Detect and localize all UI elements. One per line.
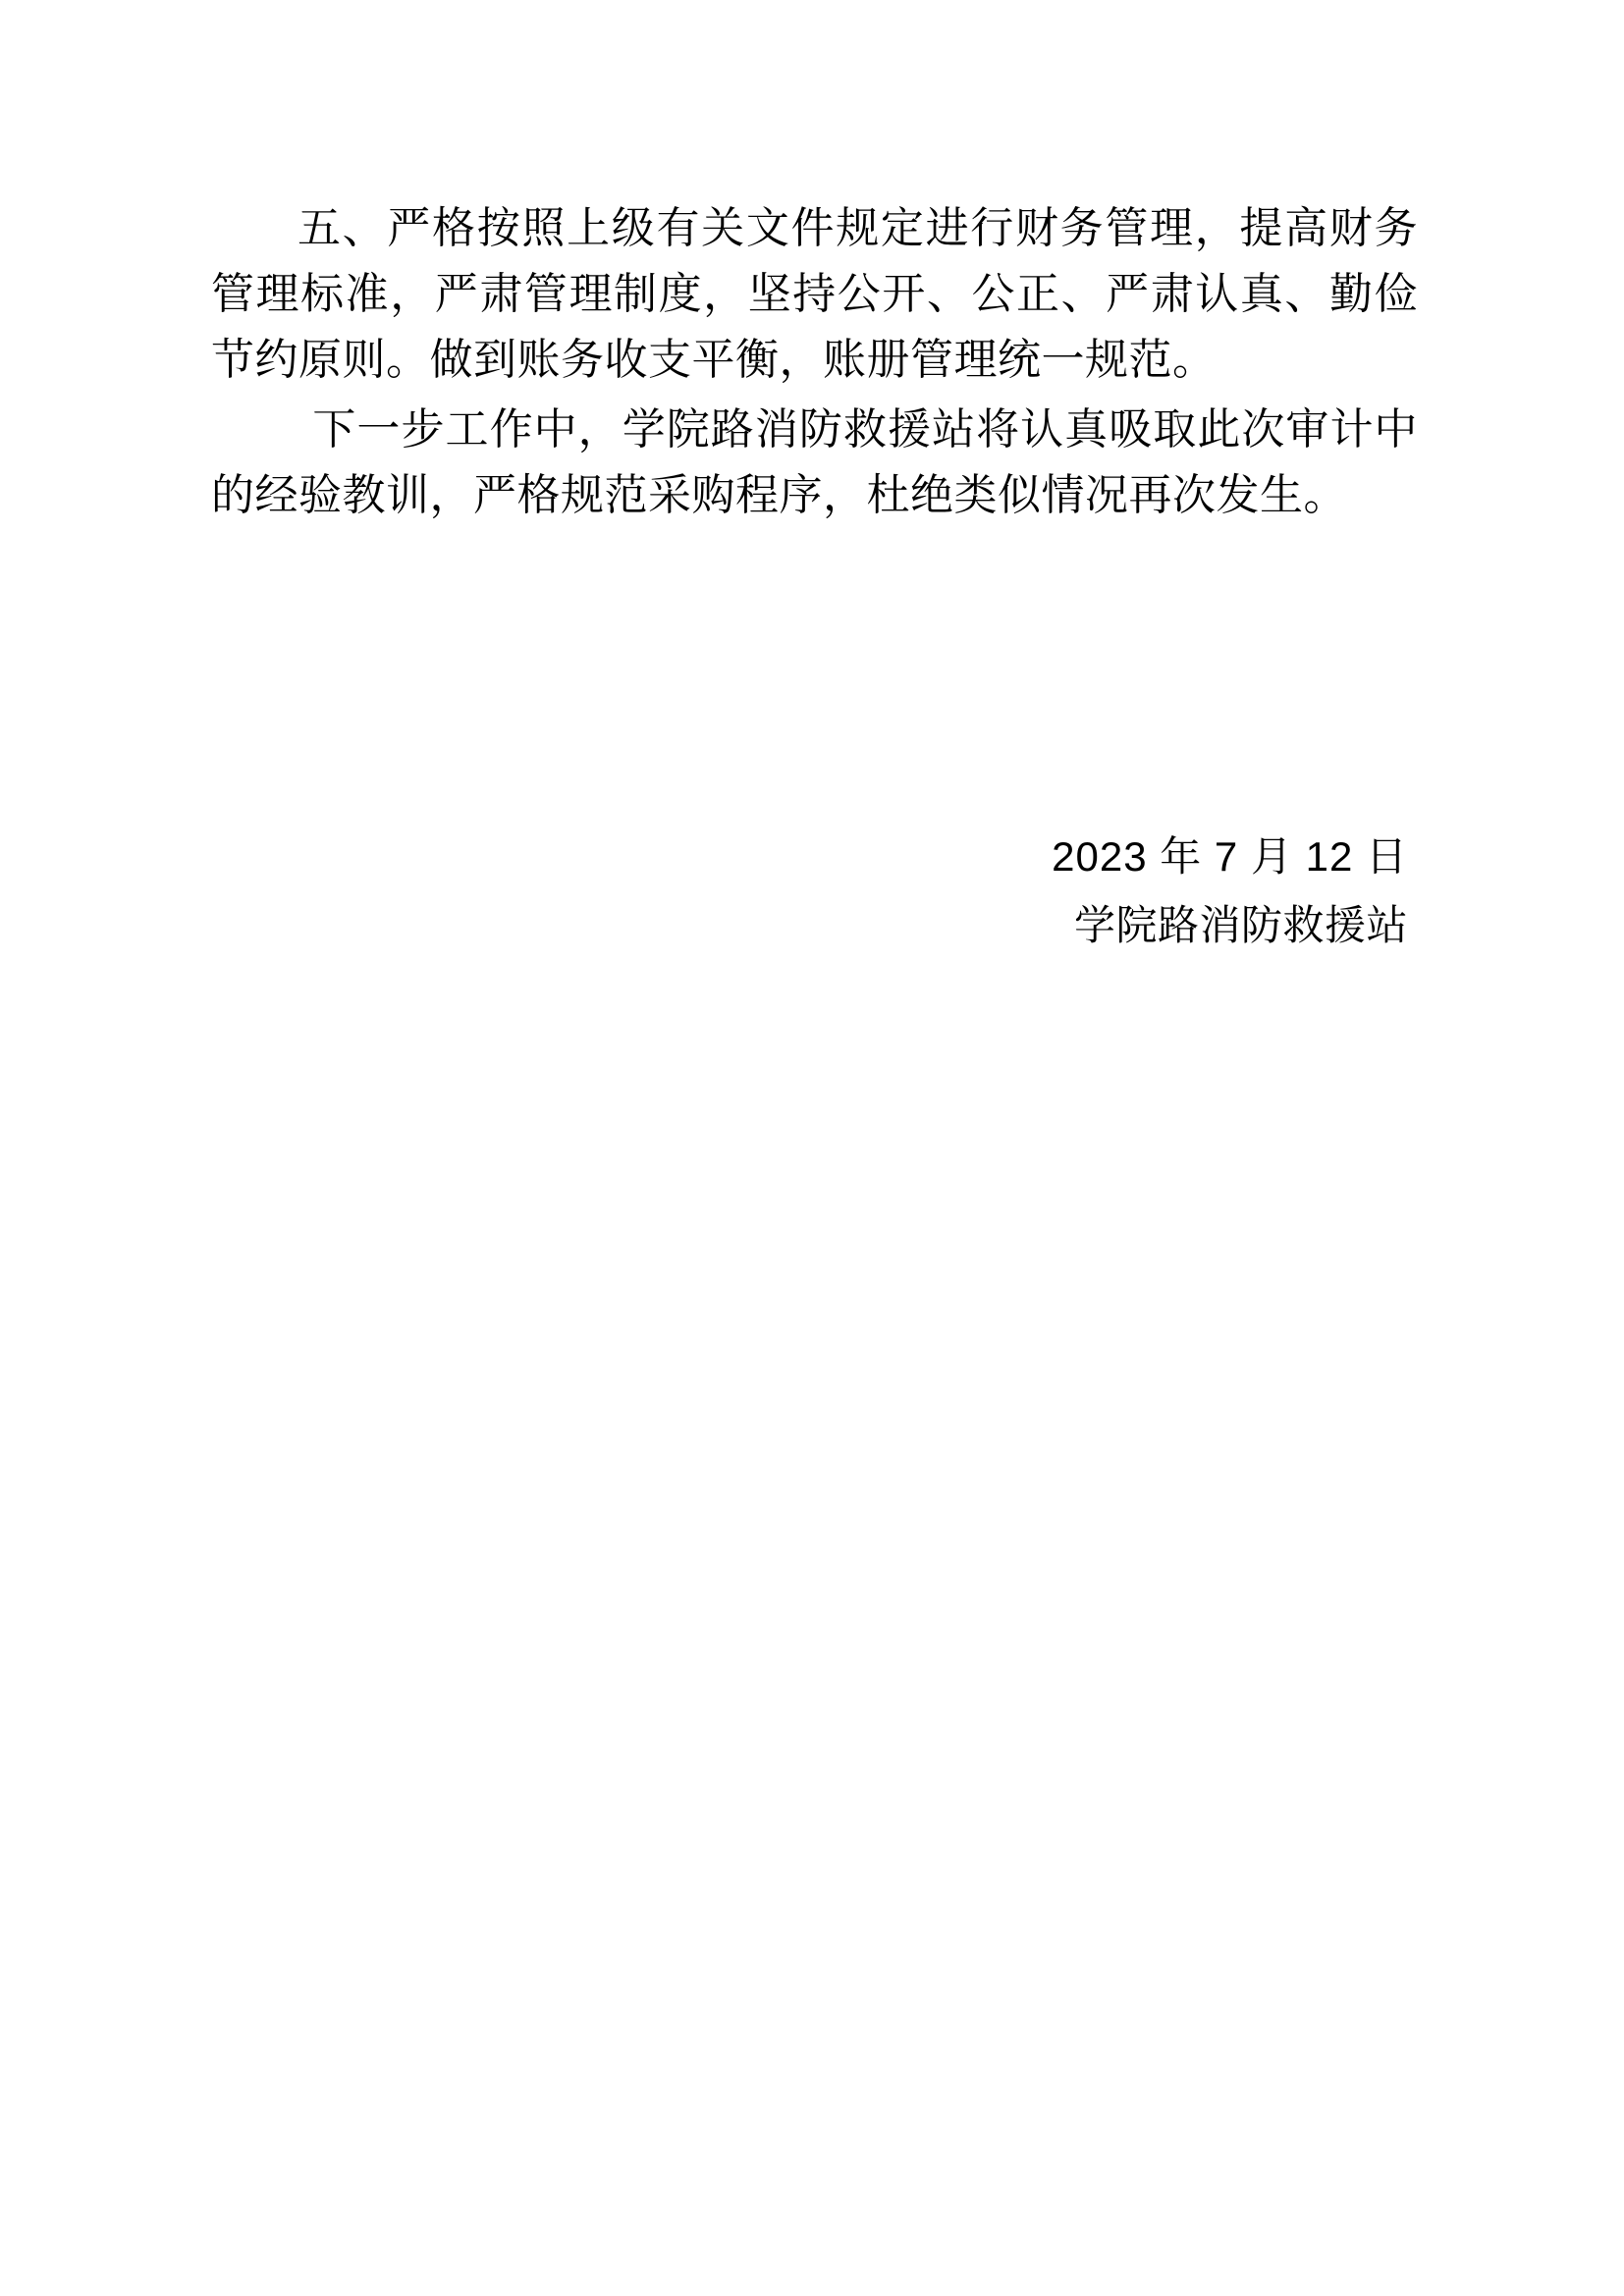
signature-organization: 学院路消防救援站	[1073, 901, 1408, 948]
signature-block	[211, 823, 1418, 959]
paragraph-next-steps: 下一步工作中，学院路消防救援站将认真吸取此次审计中的经验教训，严格规范采购程序，杜绝类似情况再次发生。	[211, 404, 1418, 519]
paragraph-five: 五、严格按照上级有关文件规定进行财务管理，提高财务管理标准，严肃管理制度，坚持公开、公正、严肃认真、勤俭节约原则。做到账务收支平衡，账册管理统一规范。	[211, 204, 1418, 384]
document-body	[211, 196, 1418, 528]
signature-date: 2023 年 7 月 12 日	[1052, 833, 1408, 881]
